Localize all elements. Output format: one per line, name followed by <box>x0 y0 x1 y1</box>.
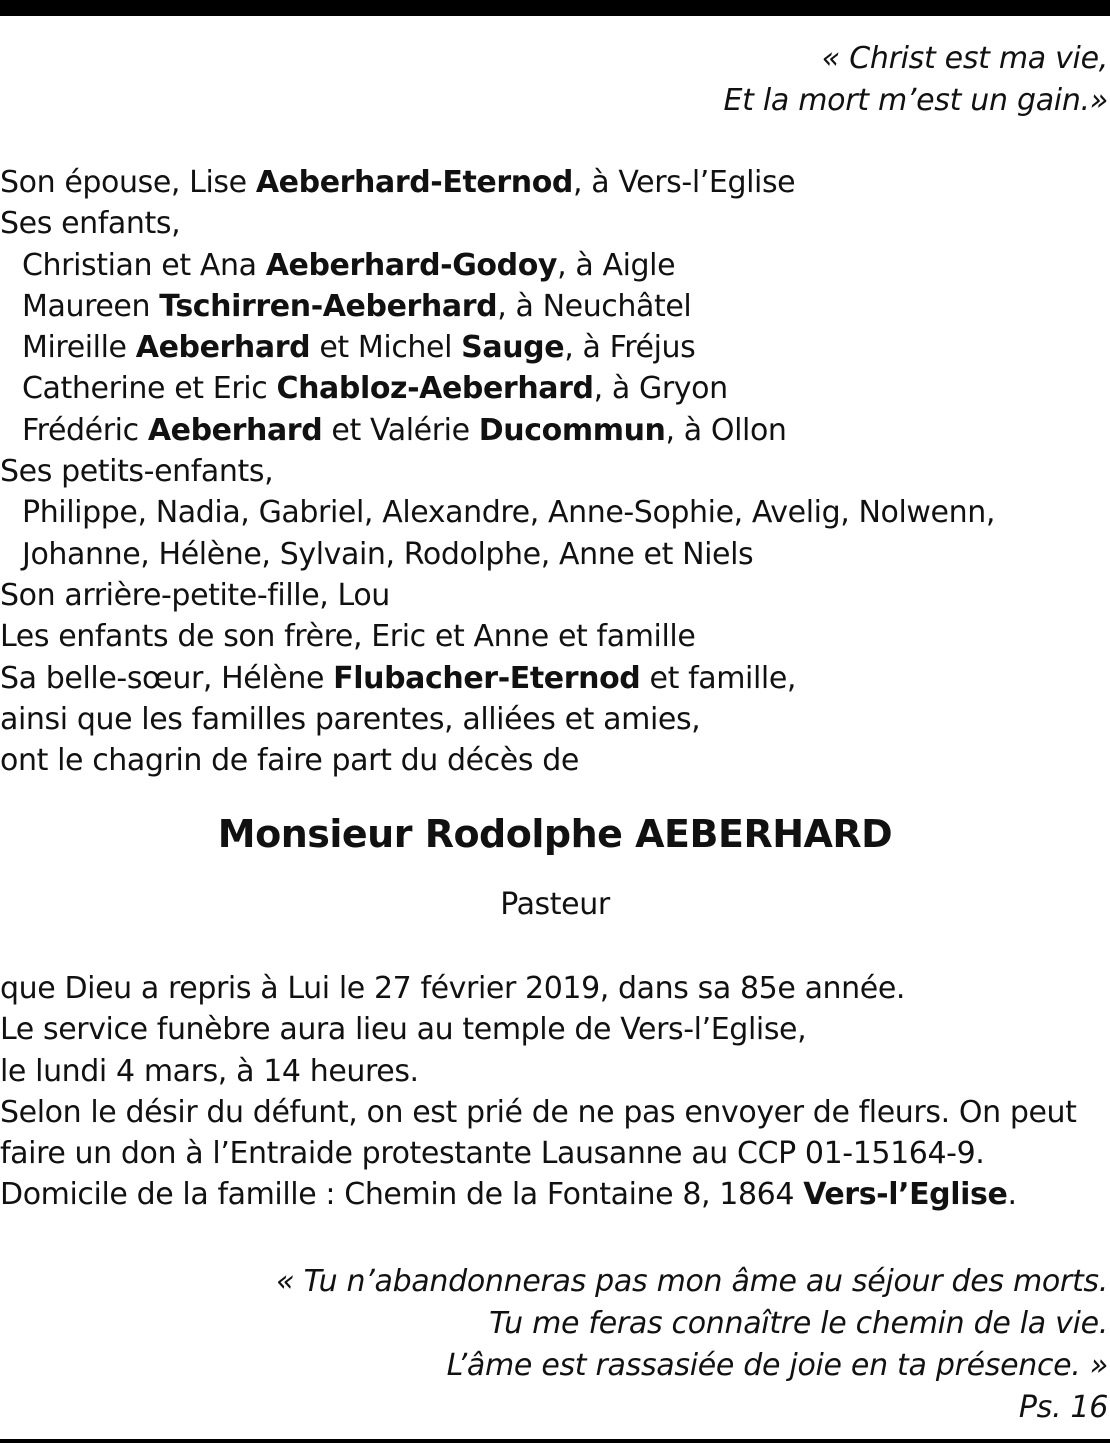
spouse-prefix: Son épouse, Lise <box>0 165 256 200</box>
epigraph-top-line: Et la mort m’est un gain.» <box>723 83 1108 118</box>
sister-in-law-suffix: et famille, <box>640 660 797 696</box>
deceased-name: Monsieur Rodolphe AEBERHARD <box>217 812 893 856</box>
epigraph-bottom-line: « Tu n’abandonneras pas mon âme au séjour des morts. <box>276 1264 1108 1299</box>
child-line <box>0 245 995 286</box>
service-line: faire un don à l’Entraide protestante Lausanne au CCP 01-15164-9. <box>0 1136 985 1172</box>
child-text: , à Aigle <box>557 247 676 283</box>
bottom-rule <box>0 1439 1110 1443</box>
domicile-line <box>0 1174 1077 1215</box>
spouse-name: Aeberhard-Eternod <box>255 165 573 200</box>
child-surname: Sauge <box>461 330 565 366</box>
relatives-line: ainsi que les familles parentes, alliées et amies, <box>0 701 701 737</box>
sister-in-law-prefix: Sa belle-sœur, Hélène <box>0 660 334 696</box>
child-text: , à Gryon <box>593 371 728 407</box>
grandchildren-line: Philippe, Nadia, Gabriel, Alexandre, Anne-Sophie, Avelig, Nolwenn, <box>22 495 995 531</box>
epigraph-bottom <box>276 1261 1108 1429</box>
child-line <box>0 410 995 451</box>
child-text: Catherine et Eric <box>22 371 277 407</box>
domicile-address: Domicile de la famille : Chemin de la Fontaine 8, 1864 <box>0 1177 804 1213</box>
child-text: , à Ollon <box>665 412 787 448</box>
grandchildren-line: Johanne, Hélène, Sylvain, Rodolphe, Anne et Niels <box>22 536 754 572</box>
psalm-reference: Ps. 16 <box>1018 1390 1108 1425</box>
child-text: et Valérie <box>322 412 479 448</box>
domicile-place: Vers-l’Eglise <box>803 1177 1008 1213</box>
child-line <box>0 327 995 368</box>
sister-in-law-line <box>0 658 995 699</box>
child-text: et Michel <box>310 330 462 366</box>
child-surname: Chabloz-Aeberhard <box>276 371 594 407</box>
epigraph-bottom-line: Tu me feras connaître le chemin de la vie. <box>489 1306 1108 1341</box>
child-surname: Ducommun <box>478 412 666 448</box>
child-text: , à Fréjus <box>564 330 696 366</box>
child-text: , à Neuchâtel <box>497 288 692 324</box>
service-line: que Dieu a repris à Lui le 27 février 2019, dans sa 85e année. <box>0 971 906 1006</box>
child-text: Frédéric <box>22 412 148 448</box>
grandchildren-heading: Ses petits-enfants, <box>0 454 274 490</box>
top-rule <box>0 0 1110 16</box>
epigraph-top-line: « Christ est ma vie, <box>821 41 1108 76</box>
service-line: Le service funèbre aura lieu au temple de Vers-l’Eglise, <box>0 1012 807 1048</box>
service-line: Selon le désir du défunt, on est prié de ne pas envoyer de fleurs. On peut <box>0 1094 1077 1130</box>
sister-in-law-name: Flubacher-Eternod <box>333 660 641 696</box>
nephews-line: Les enfants de son frère, Eric et Anne et famille <box>0 619 696 655</box>
deceased-title: Pasteur <box>500 887 610 922</box>
spouse-place: , à Vers-l’Eglise <box>572 165 796 200</box>
child-surname: Aeberhard <box>147 412 323 448</box>
service-details <box>0 968 1077 1216</box>
child-surname: Aeberhard <box>135 330 311 366</box>
children-heading: Ses enfants, <box>0 206 181 242</box>
spouse-line <box>0 162 995 203</box>
child-surname: Tschirren-Aeberhard <box>159 288 498 324</box>
service-line: le lundi 4 mars, à 14 heures. <box>0 1053 419 1089</box>
child-line <box>0 286 995 327</box>
great-grandchild-line: Son arrière-petite-fille, Lou <box>0 577 390 613</box>
family-list <box>0 162 995 781</box>
epigraph-bottom-line: L’âme est rassasiée de joie en ta présence. » <box>446 1348 1108 1383</box>
epigraph-top <box>724 38 1108 122</box>
child-text: Mireille <box>22 330 136 366</box>
child-text: Maureen <box>22 288 160 324</box>
child-text: Christian et Ana <box>22 247 266 283</box>
child-line <box>0 368 995 409</box>
child-surname: Aeberhard-Godoy <box>265 247 558 283</box>
announcement-line: ont le chagrin de faire part du décès de <box>0 743 579 779</box>
domicile-period: . <box>1007 1177 1017 1213</box>
